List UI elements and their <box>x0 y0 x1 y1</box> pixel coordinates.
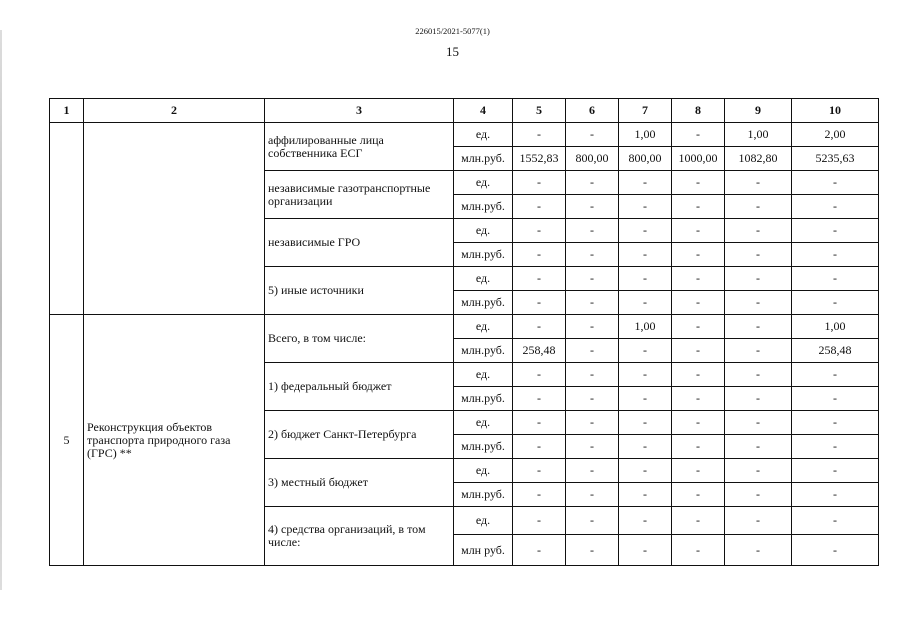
unit-cell: млн.руб. <box>454 195 513 219</box>
value-cell: - <box>792 387 879 411</box>
value-cell: - <box>513 435 566 459</box>
value-cell: - <box>672 411 725 435</box>
value-cell: - <box>672 291 725 315</box>
value-cell: - <box>792 171 879 195</box>
value-cell: - <box>566 483 619 507</box>
row-number-cell <box>50 123 84 315</box>
value-cell: - <box>672 315 725 339</box>
value-cell: - <box>513 535 566 566</box>
column-header: 3 <box>265 99 454 123</box>
value-cell: - <box>513 123 566 147</box>
value-cell: - <box>672 435 725 459</box>
value-cell: - <box>672 363 725 387</box>
value-cell: - <box>619 267 672 291</box>
value-cell: - <box>513 291 566 315</box>
unit-cell: ед. <box>454 267 513 291</box>
value-cell: - <box>566 267 619 291</box>
value-cell: - <box>672 459 725 483</box>
value-cell: - <box>566 535 619 566</box>
value-cell: - <box>725 459 792 483</box>
value-cell: - <box>566 243 619 267</box>
table-row <box>50 123 879 147</box>
value-cell: - <box>672 507 725 535</box>
unit-cell: ед. <box>454 219 513 243</box>
column-header: 8 <box>672 99 725 123</box>
value-cell: - <box>619 195 672 219</box>
unit-cell: ед. <box>454 507 513 535</box>
value-cell: 1,00 <box>792 315 879 339</box>
value-cell: 800,00 <box>566 147 619 171</box>
value-cell: - <box>792 363 879 387</box>
column-header: 9 <box>725 99 792 123</box>
value-cell: - <box>566 507 619 535</box>
value-cell: 1082,80 <box>725 147 792 171</box>
table-row <box>50 315 879 339</box>
funding-source-cell: аффилированные лица собственника ЕСГ <box>265 123 454 171</box>
value-cell: - <box>725 411 792 435</box>
value-cell: 258,48 <box>513 339 566 363</box>
object-name-cell: Реконструкция объектов транспорта природного газа (ГРС) ** <box>84 315 265 566</box>
funding-source-cell: Всего, в том числе: <box>265 315 454 363</box>
value-cell: - <box>672 339 725 363</box>
value-cell: - <box>513 195 566 219</box>
value-cell: - <box>566 339 619 363</box>
value-cell: - <box>513 315 566 339</box>
value-cell: - <box>725 315 792 339</box>
value-cell: - <box>792 535 879 566</box>
value-cell: - <box>672 219 725 243</box>
value-cell: - <box>619 435 672 459</box>
unit-cell: ед. <box>454 459 513 483</box>
unit-cell: ед. <box>454 411 513 435</box>
value-cell: - <box>566 387 619 411</box>
unit-cell: млн.руб. <box>454 243 513 267</box>
unit-cell: млн руб. <box>454 535 513 566</box>
value-cell: - <box>566 315 619 339</box>
value-cell: - <box>725 363 792 387</box>
value-cell: - <box>619 411 672 435</box>
value-cell: - <box>672 535 725 566</box>
value-cell: - <box>619 243 672 267</box>
value-cell: - <box>725 435 792 459</box>
unit-cell: ед. <box>454 171 513 195</box>
column-header: 10 <box>792 99 879 123</box>
document-id: 226015/2021-5077(1) <box>415 26 490 36</box>
value-cell: 1000,00 <box>672 147 725 171</box>
column-header: 2 <box>84 99 265 123</box>
value-cell: - <box>619 291 672 315</box>
value-cell: - <box>725 291 792 315</box>
value-cell: - <box>619 171 672 195</box>
value-cell: - <box>513 267 566 291</box>
value-cell: - <box>566 171 619 195</box>
value-cell: - <box>792 435 879 459</box>
value-cell: - <box>566 219 619 243</box>
unit-cell: ед. <box>454 123 513 147</box>
value-cell: - <box>725 243 792 267</box>
value-cell: - <box>792 243 879 267</box>
unit-cell: ед. <box>454 363 513 387</box>
value-cell: - <box>792 411 879 435</box>
value-cell: - <box>566 363 619 387</box>
value-cell: - <box>513 171 566 195</box>
value-cell: - <box>619 339 672 363</box>
funding-source-cell: 4) средства организаций, в том числе: <box>265 507 454 566</box>
value-cell: - <box>566 195 619 219</box>
value-cell: - <box>792 483 879 507</box>
unit-cell: млн.руб. <box>454 435 513 459</box>
value-cell: 5235,63 <box>792 147 879 171</box>
header-row <box>50 99 879 123</box>
funding-source-cell: независимые газотранспортные организации <box>265 171 454 219</box>
unit-cell: млн.руб. <box>454 291 513 315</box>
funding-source-cell: 1) федеральный бюджет <box>265 363 454 411</box>
value-cell: - <box>725 387 792 411</box>
value-cell: - <box>672 171 725 195</box>
column-header: 1 <box>50 99 84 123</box>
value-cell: 1552,83 <box>513 147 566 171</box>
investment-table <box>49 98 879 566</box>
value-cell: - <box>725 267 792 291</box>
value-cell: - <box>725 483 792 507</box>
scan-edge <box>0 30 2 590</box>
value-cell: - <box>566 411 619 435</box>
value-cell: - <box>513 387 566 411</box>
unit-cell: млн.руб. <box>454 387 513 411</box>
value-cell: - <box>725 219 792 243</box>
value-cell: 1,00 <box>619 315 672 339</box>
value-cell: - <box>792 507 879 535</box>
value-cell: - <box>513 459 566 483</box>
column-header: 5 <box>513 99 566 123</box>
page-number: 15 <box>446 44 459 59</box>
value-cell: - <box>792 291 879 315</box>
value-cell: - <box>792 267 879 291</box>
value-cell: - <box>672 123 725 147</box>
value-cell: - <box>619 459 672 483</box>
value-cell: 2,00 <box>792 123 879 147</box>
value-cell: - <box>672 243 725 267</box>
value-cell: - <box>619 507 672 535</box>
value-cell: - <box>619 219 672 243</box>
funding-source-cell: 5) иные источники <box>265 267 454 315</box>
value-cell: - <box>672 195 725 219</box>
value-cell: - <box>566 435 619 459</box>
column-header: 4 <box>454 99 513 123</box>
value-cell: - <box>725 195 792 219</box>
value-cell: - <box>619 363 672 387</box>
value-cell: - <box>513 363 566 387</box>
funding-source-cell: независимые ГРО <box>265 219 454 267</box>
value-cell: 258,48 <box>792 339 879 363</box>
value-cell: - <box>792 459 879 483</box>
funding-source-cell: 2) бюджет Санкт-Петербурга <box>265 411 454 459</box>
unit-cell: млн.руб. <box>454 339 513 363</box>
value-cell: - <box>619 535 672 566</box>
value-cell: - <box>792 219 879 243</box>
value-cell: - <box>725 507 792 535</box>
unit-cell: млн.руб. <box>454 147 513 171</box>
value-cell: - <box>513 219 566 243</box>
value-cell: - <box>513 483 566 507</box>
value-cell: - <box>792 195 879 219</box>
value-cell: - <box>672 387 725 411</box>
value-cell: - <box>513 507 566 535</box>
value-cell: - <box>566 459 619 483</box>
column-header: 7 <box>619 99 672 123</box>
value-cell: - <box>619 387 672 411</box>
object-name-cell <box>84 123 265 315</box>
unit-cell: млн.руб. <box>454 483 513 507</box>
value-cell: - <box>513 411 566 435</box>
value-cell: - <box>513 243 566 267</box>
value-cell: - <box>672 267 725 291</box>
value-cell: - <box>566 291 619 315</box>
value-cell: - <box>619 483 672 507</box>
value-cell: 800,00 <box>619 147 672 171</box>
funding-source-cell: 3) местный бюджет <box>265 459 454 507</box>
unit-cell: ед. <box>454 315 513 339</box>
value-cell: - <box>725 171 792 195</box>
value-cell: - <box>672 483 725 507</box>
value-cell: - <box>566 123 619 147</box>
row-number-cell: 5 <box>50 315 84 566</box>
value-cell: 1,00 <box>725 123 792 147</box>
column-header: 6 <box>566 99 619 123</box>
value-cell: 1,00 <box>619 123 672 147</box>
value-cell: - <box>725 339 792 363</box>
value-cell: - <box>725 535 792 566</box>
